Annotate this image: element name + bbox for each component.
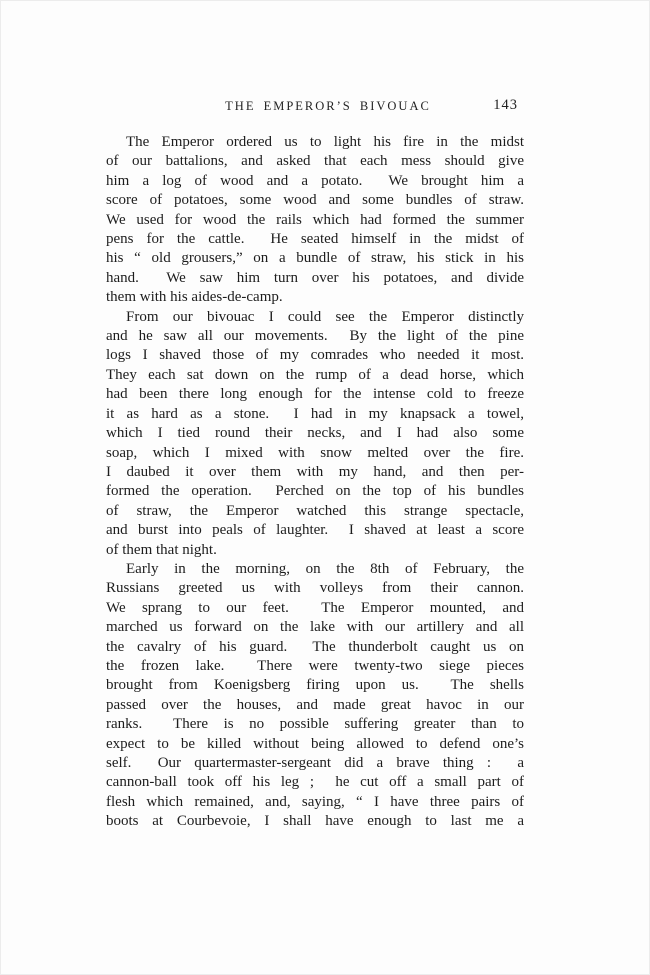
text-line: had been there long enough for the intense cold to freeze	[106, 386, 524, 403]
text-line: pens for the cattle. He seated himself in the midst of	[106, 231, 524, 248]
text-line: formed the operation. Perched on the top of his bundles	[106, 483, 524, 500]
text-line: flesh which remained, and, saying, “ I have three pairs of	[106, 793, 524, 810]
paragraph	[106, 308, 524, 560]
text-line: We sprang to our feet. The Emperor mounted, and	[106, 599, 524, 616]
text-line: self. Our quartermaster-sergeant did a brave thing : a	[106, 755, 524, 771]
text-line: boots at Courbevoie, I shall have enough to last me a	[106, 813, 524, 830]
text-line: it as hard as a stone. I had in my knapsack a towel,	[106, 405, 524, 422]
text-line: the frozen lake. There were twenty-two siege pieces	[106, 657, 524, 674]
text-line: ranks. There is no possible suffering greater than to	[106, 716, 524, 733]
text-line: I daubed it over them with my hand, and then per-	[106, 463, 524, 480]
text-line: soap, which I mixed with snow melted over the fire.	[106, 444, 524, 461]
text-line: The Emperor ordered us to light his fire in the midst	[126, 134, 524, 150]
paragraph	[106, 560, 524, 832]
text-line: logs I shaved those of my comrades who needed it most.	[106, 347, 524, 364]
running-head	[106, 99, 524, 116]
text-line: and he saw all our movements. By the light of the pine	[106, 328, 524, 345]
text-line: him a log of wood and a potato. We brought him a	[106, 172, 524, 189]
text-line: cannon-ball took off his leg ; he cut off a small part of	[106, 774, 524, 791]
text-line: Russians greeted us with volleys from their cannon.	[106, 580, 524, 597]
text-line: of straw, the Emperor watched this strange spectacle,	[106, 502, 524, 519]
text-line: They each sat down on the rump of a dead horse, which	[106, 366, 524, 383]
text-line: brought from Koenigsberg firing upon us. The shells	[106, 677, 524, 694]
text-line: them with his aides-de-camp.	[106, 289, 283, 306]
text-line: of our battalions, and asked that each mess should give	[106, 153, 524, 170]
text-line: which I tied round their necks, and I had also some	[106, 425, 524, 442]
text-line: his “ old grousers,” on a bundle of straw, his stick in his	[106, 250, 524, 267]
page-text	[106, 133, 524, 832]
text-line: passed over the houses, and made great havoc in our	[106, 696, 524, 713]
text-line: marched us forward on the lake with our artillery and all	[106, 619, 524, 636]
page-number: 143	[493, 97, 518, 113]
text-line: the cavalry of his guard. The thunderbolt caught us on	[106, 638, 524, 655]
paragraph	[106, 133, 524, 308]
text-line: of them that night.	[106, 541, 217, 558]
text-line: expect to be killed without being allowed to defend one’s	[106, 735, 524, 752]
text-line: hand. We saw him turn over his potatoes, and divide	[106, 269, 524, 286]
text-line: score of potatoes, some wood and some bundles of straw.	[106, 192, 524, 209]
text-line: From our bivouac I could see the Emperor distinctly	[126, 308, 524, 325]
text-line: and burst into peals of laughter. I shaved at least a score	[106, 522, 524, 539]
running-head-title: THE EMPEROR’S BIVOUAC	[225, 99, 431, 113]
text-line: We used for wood the rails which had formed the summer	[106, 211, 524, 228]
text-line: Early in the morning, on the 8th of February, the	[126, 560, 524, 577]
text-column	[106, 99, 524, 832]
